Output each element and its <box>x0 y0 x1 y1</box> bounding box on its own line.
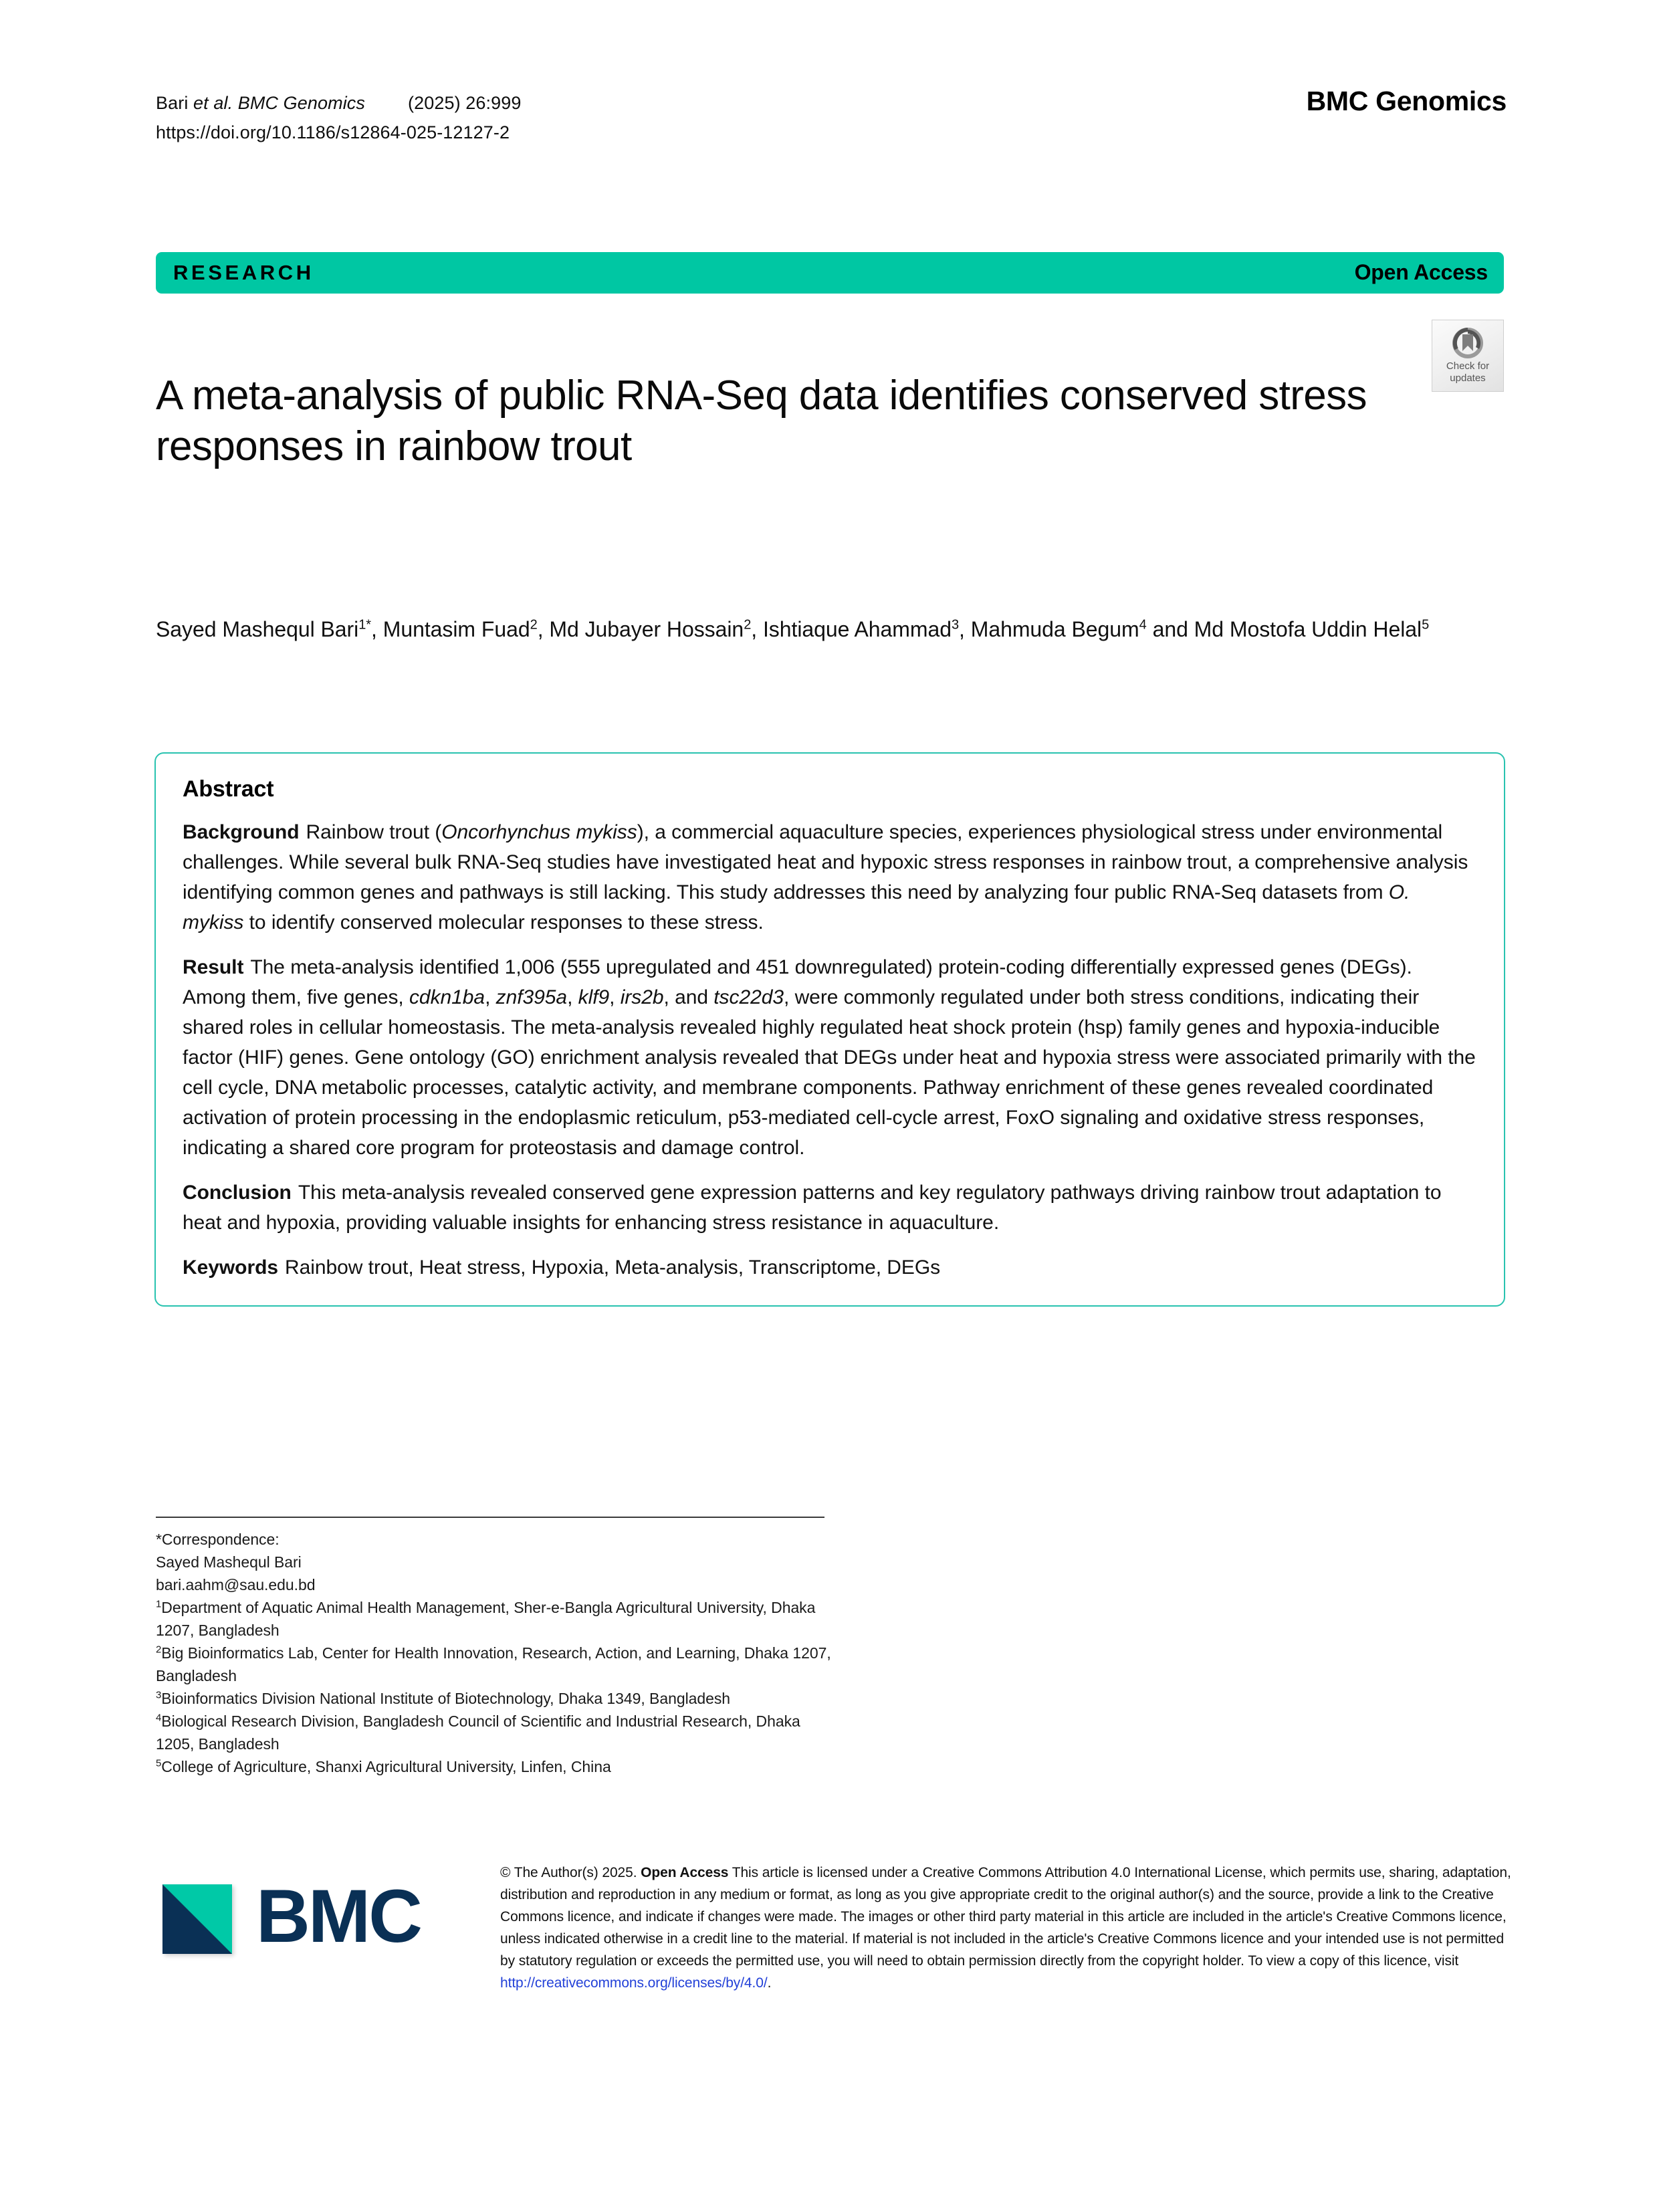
author-3: , Md Jubayer Hossain <box>537 617 744 641</box>
affiliation-4-text: Biological Research Division, Bangladesh Council of Scientific and Industrial Research, Dhaka 1205, Bangladesh <box>156 1712 800 1753</box>
abstract-heading: Abstract <box>183 776 274 802</box>
page-title: A meta-analysis of public RNA-Seq data identifies conserved stress responses in rainbow trout <box>156 372 1367 469</box>
affiliation-5-sup: 5 <box>156 1757 162 1769</box>
running-head-authors: Bari <box>156 93 194 113</box>
license-copyright: © The Author(s) 2025. <box>500 1865 641 1880</box>
license-tail: . <box>767 1975 772 1991</box>
running-head-journal: et al. BMC Genomics <box>193 93 366 113</box>
bmc-logo <box>162 1872 457 1959</box>
crossmark-label <box>1432 360 1503 384</box>
abstract-background-label: Background <box>183 821 300 843</box>
abstract-result-label: Result <box>183 956 244 978</box>
author-5: , Mahmuda Begum <box>959 617 1139 641</box>
article-type-label: RESEARCH <box>173 261 314 284</box>
affiliation-1 <box>156 1596 831 1642</box>
license-statement <box>500 1862 1511 1994</box>
gene-znf395a: znf395a <box>495 986 568 1008</box>
gene-sep-3: , <box>609 986 621 1008</box>
affiliation-1-sup: 1 <box>156 1598 162 1610</box>
abstract-conclusion-text: This meta-analysis revealed conserved gene expression patterns and key regulatory pathways driving rainbow trout adaptation to heat and hypoxia, providing valuable insights for enhancing stress resistance in aquaculture. <box>183 1182 1442 1234</box>
gene-sep-4: , and <box>663 986 714 1008</box>
crossmark-icon <box>1451 326 1484 360</box>
crossmark-line2: updates <box>1450 372 1486 384</box>
license-body: This article is licensed under a Creative Commons Attribution 4.0 International License, which permits use, sharing, adaptation, distribution and reproduction in any medium or format, as long as you give appropriate credit to the original author(s) and the source, provide a link to the Creative Commons licence, and indicate if changes were made. The images or other third party material in this article are included in the article's Creative Commons licence, unless indicated otherwise in a credit line to the material. If material is not included in the article's Creative Commons licence and your intended use is not permitted by statutory regulation or exceeds the permitted use, you will need to obtain permission directly from the copyright holder. To view a copy of this licence, visit <box>500 1865 1511 1969</box>
abstract-result-t2: , were commonly regulated under both stress conditions, indicating their shared roles in cellular homeostasis. The meta-analysis revealed highly regulated heat shock protein (hsp) family genes and hypoxia-inducible factor (HIF) genes. Gene ontology (GO) enrichment analysis revealed that DEGs under heat and hypoxia stress were associated primarily with the cell cycle, DNA metabolic processes, catalytic activity, and membrane components. Pathway enrichment of these genes revealed coordinated activation of protein processing in the endoplasmic reticulum, p53-mediated cell-cycle arrest, FoxO signaling and oxidative stress responses, indicating a shared core program for proteostasis and damage control. <box>183 986 1476 1159</box>
author-2-sup: 2 <box>530 617 538 633</box>
affiliation-5 <box>156 1755 831 1778</box>
abstract-result-t1: The meta-analysis identified 1,006 (555 upregulated and 451 downregulated) protein-coding differentially expressed genes (DEGs). Among them, five genes, <box>183 956 1412 1008</box>
abstract-box <box>154 752 1505 1307</box>
running-head-volume: (2025) 26:999 <box>408 93 522 113</box>
gene-cdkn1ba: cdkn1ba <box>409 986 485 1008</box>
correspondence-email[interactable]: bari.aahm@sau.edu.bd <box>156 1576 316 1593</box>
abstract-conclusion-label: Conclusion <box>183 1182 292 1204</box>
crossmark-line1: Check for <box>1446 360 1490 372</box>
open-access-label: Open Access <box>1354 260 1488 284</box>
gene-irs2b: irs2b <box>620 986 664 1008</box>
check-for-updates-badge[interactable] <box>1432 320 1504 392</box>
running-head <box>156 88 1293 147</box>
bmc-logo-mark-icon <box>162 1884 232 1954</box>
gene-klf9: klf9 <box>578 986 610 1008</box>
affiliation-2 <box>156 1642 831 1687</box>
license-url-link[interactable]: http://creativecommons.org/licenses/by/4.0/ <box>500 1975 768 1991</box>
author-6-sup: 5 <box>1422 617 1430 633</box>
affiliation-2-sup: 2 <box>156 1644 162 1656</box>
affiliation-4-sup: 4 <box>156 1712 162 1724</box>
abstract-keywords <box>183 1252 1476 1283</box>
author-4-sup: 3 <box>951 617 960 633</box>
correspondence-block <box>156 1528 831 1778</box>
footnote-divider <box>156 1517 824 1518</box>
gene-sep-1: , <box>485 986 496 1008</box>
abstract-keywords-label: Keywords <box>183 1256 278 1279</box>
author-list <box>156 612 1446 647</box>
author-3-sup: 2 <box>744 617 752 633</box>
author-2: , Muntasim Fuad <box>371 617 530 641</box>
species-name-full: Oncorhynchus mykiss <box>441 821 637 843</box>
author-1: Sayed Mashequl Bari <box>156 617 359 641</box>
abstract-background-t2: ), a commercial aquaculture species, experiences physiological stress under environmental challenges. While several bulk RNA-Seq studies have investigated heat and hypoxic stress responses in rainbow trout, a comprehensive analysis identifying common genes and pathways is still lacking. This study addresses this need by analyzing four public RNA-Seq datasets from <box>183 821 1468 903</box>
abstract-background-t3: to identify conserved molecular responses to these stress. <box>243 911 764 933</box>
author-6: Md Mostofa Uddin Helal <box>1194 617 1422 641</box>
research-banner <box>156 252 1504 294</box>
correspondence-label: *Correspondence: <box>156 1531 280 1548</box>
abstract-result <box>183 952 1476 1163</box>
doi-link[interactable]: https://doi.org/10.1186/s12864-025-12127-2 <box>156 122 510 142</box>
affiliation-3-text: Bioinformatics Division National Institute of Biotechnology, Dhaka 1349, Bangladesh <box>161 1690 731 1707</box>
abstract-background <box>183 817 1476 937</box>
gene-tsc22d3: tsc22d3 <box>713 986 784 1008</box>
correspondence-name: Sayed Mashequl Bari <box>156 1553 302 1571</box>
abstract-conclusion <box>183 1178 1476 1238</box>
abstract-keywords-text: Rainbow trout, Heat stress, Hypoxia, Meta-analysis, Transcriptome, DEGs <box>284 1256 941 1279</box>
affiliation-4 <box>156 1710 831 1755</box>
affiliation-2-text: Big Bioinformatics Lab, Center for Health Innovation, Research, Action, and Learning, Dhaka 1207, Bangladesh <box>156 1644 831 1684</box>
author-conjunction: and <box>1146 617 1194 641</box>
affiliation-3-sup: 3 <box>156 1689 162 1701</box>
author-1-sup: 1* <box>358 617 372 633</box>
journal-title: BMC Genomics <box>1306 86 1507 116</box>
affiliation-1-text: Department of Aquatic Animal Health Management, Sher-e-Bangla Agricultural University, Dhaka 1207, Bangladesh <box>156 1599 816 1639</box>
author-5-sup: 4 <box>1139 617 1147 633</box>
affiliation-5-text: College of Agriculture, Shanxi Agricultural University, Linfen, China <box>161 1758 611 1775</box>
gene-sep-2: , <box>567 986 578 1008</box>
affiliation-3 <box>156 1687 831 1710</box>
author-4: , Ishtiaque Ahammad <box>751 617 952 641</box>
abstract-background-t1: Rainbow trout ( <box>306 821 442 843</box>
bmc-logo-wordmark: BMC <box>256 1874 421 1958</box>
license-open-access-label: Open Access <box>641 1865 729 1880</box>
species-name-abbrev: O. mykiss <box>183 881 1410 933</box>
